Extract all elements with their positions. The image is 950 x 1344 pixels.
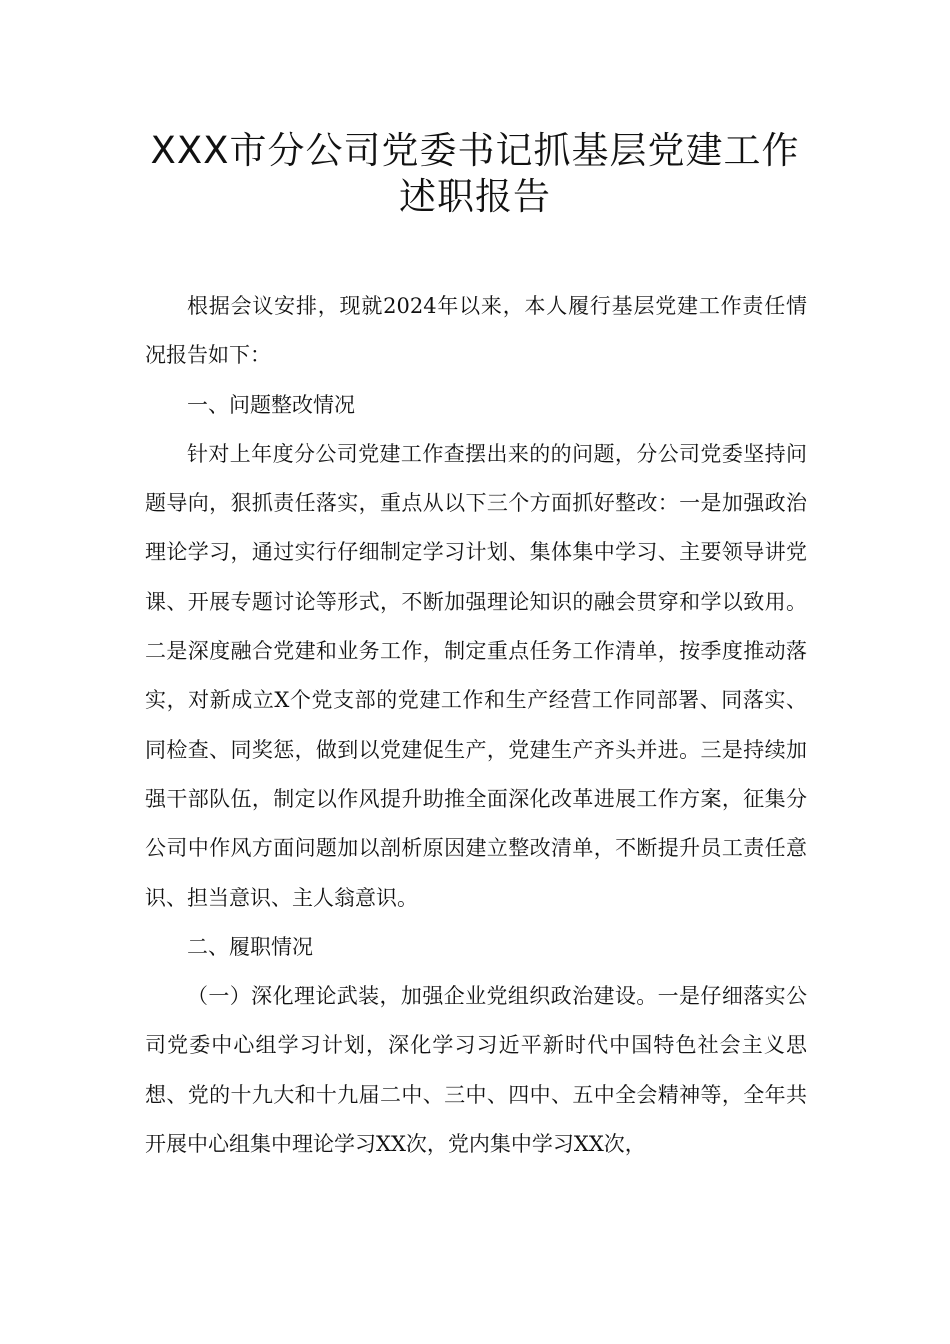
title-line-1: XXX市分公司党委书记抓基层党建工作 [150, 129, 800, 172]
section-heading-2: 二、履职情况 [187, 934, 313, 959]
paragraph-intro: 根据会议安排，现就2024年以来，本人履行基层党建工作责任情况报告如下： [145, 294, 807, 368]
paragraph-duties: （一）深化理论武装，加强企业党组织政治建设。一是仔细落实公司党委中心组学习计划，深化学习习近平新时代中国特色社会主义思想、党的十九大和十九届二中、三中、四中、五中全会精神等，全年共开展中心组集中理论学习XX次，党内集中学习XX次， [145, 984, 807, 1157]
document-body [145, 282, 807, 1169]
document-title [100, 128, 850, 220]
paragraph-rectification: 针对上年度分公司党建工作查摆出来的的问题，分公司党委坚持问题导向，狠抓责任落实，重点从以下三个方面抓好整改：一是加强政治理论学习，通过实行仔细制定学习计划、集体集中学习、主要领导讲党课、开展专题讨论等形式，不断加强理论知识的融会贯穿和学以致用。二是深度融合党建和业务工作，制定重点任务工作清单，按季度推动落实，对新成立X个党支部的党建工作和生产经营工作同部署、同落实、同检查、同奖惩，做到以党建促生产，党建生产齐头并进。三是持续加强干部队伍，制定以作风提升助推全面深化改革进展工作方案，征集分公司中作风方面问题加以剖析原因建立整改清单，不断提升员工责任意识、担当意识、主人翁意识。 [145, 441, 807, 910]
section-heading-1: 一、问题整改情况 [187, 392, 355, 417]
title-line-2: 述职报告 [399, 175, 551, 218]
